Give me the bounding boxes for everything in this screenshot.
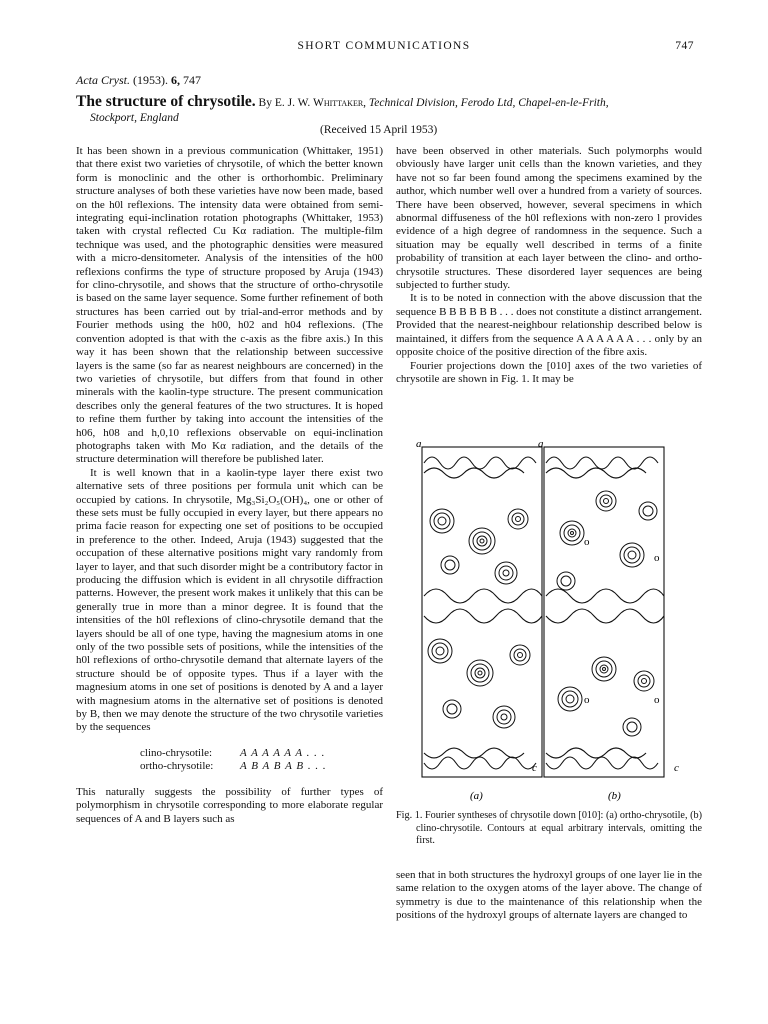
left-paragraph-1: It has been shown in a previous communication (Whittaker, 1951) that there exist two varieties of chrysotile, of which the better known form is monoclinic and the other is orthorhombic. Preliminary structure analyses of both these varieties have now been made, based on the h0l reflexions. The intensity data were obtained from semi-integrating equi-inclination rotation photographs (Whittaker, 1953) taken with crystal reflected Cu Kα radiation. The multiple-film technique was used, and the photographic densities were measured with a micro-densitometer. Analysis of the intensities of the h00 reflexions confirms the type of structure proposed by Aruja (1943) for clino-chrysotile, and shows that the structure of ortho-chrysotile is based on the same layer sequence. Some further refinement of both structures has been carried out by trial-and-error methods and by Fourier methods using the h00, h02 and h04 reflexions. (The convention adopted is that with the c-axis as the fibre axis.) In this way it has been shown that the relationship between successive layers is the same (so far as nearest neighbours are concerned) in the two varieties of chrysotile, but differs from that found in other minerals with the kaolin-type structure. The present communication describes only the general features of the two structures. It is hoped to refine them further by taking into account the intensities of the h06, h08 and h,0,10 reflexions observable on equi-inclination photographs taken with Mo Kα radiation, and the details of the structure determination will therefore be published later. bbox=[76, 145, 383, 466]
citation bbox=[76, 73, 201, 88]
affiliation-line-2: Stockport, England bbox=[90, 112, 179, 124]
axis-c-label-a: c bbox=[532, 762, 537, 774]
atom-marker: o bbox=[654, 552, 660, 564]
atom-marker: o bbox=[584, 536, 590, 548]
sequence-label: ortho-chrysotile: bbox=[140, 760, 214, 773]
page-number: 747 bbox=[675, 40, 694, 52]
atom-marker: o bbox=[654, 694, 660, 706]
panel-b-label: (b) bbox=[608, 790, 621, 802]
sequence-value: A B A B A B . . . bbox=[240, 760, 327, 773]
axis-a-label-a: a bbox=[416, 441, 422, 450]
sequence-value: A A A A A A . . . bbox=[240, 746, 326, 759]
left-column bbox=[76, 145, 383, 826]
sequence-row bbox=[140, 760, 383, 773]
panel-a-frame bbox=[422, 447, 542, 777]
right-paragraph-2: It is to be noted in connection with the above discussion that the sequence B B B B B B . . . does not constitute a distinct arrangement. Provided that the nearest-neighbour relationship described below is maintained, it differs from the sequence A A A A A A . . . only by an opposite choice of the positive direction of the fibre axis. bbox=[396, 292, 702, 359]
left-paragraph-3: This naturally suggests the possibility of further types of polymorphism in chrysotile corresponding to more elaborate regular sequences of A and B layers such as bbox=[76, 785, 383, 825]
right-paragraph-1: have been observed in other materials. Such polymorphs would obviously have larger unit cells than the known varieties, and they have not so far been found among the specimens examined by the author, which number well over a hundred from a variety of sources. There have been observed, however, several specimens in which abnormal diffuseness of the h0l reflexions with non-zero l provides evidence of a high degree of randomness in the sequence. Such a situation may be equally well described in terms of a finite probability of transition at each layer between the clino- and ortho-chrysotile structures. These disordered layer sequences are being subjected to further study. bbox=[396, 145, 702, 292]
article-heading bbox=[76, 94, 700, 126]
panel-b-frame bbox=[544, 447, 664, 777]
figure-caption bbox=[396, 810, 702, 848]
running-head bbox=[0, 40, 768, 56]
right-paragraph-4: seen that in both structures the hydroxyl groups of one layer lie in the same relation to the oxygen atoms of the layer above. The change of symmetry is due to the maintenance of this relationship when the positions of the hydroxyl groups of alternate layers are changed to bbox=[396, 869, 702, 922]
panel-a-label: (a) bbox=[470, 790, 483, 802]
article-title: The structure of chrysotile. bbox=[76, 93, 256, 110]
sequence-row bbox=[140, 747, 383, 760]
caption-text: Fig. 1. Fourier syntheses of chrysotile down [010]: (a) ortho-chrysotile, (b) clino-chrysotile. Contours at equal arbitrary intervals, omitting the first. bbox=[396, 810, 702, 846]
affiliation-line-1: Technical Division, Ferodo Ltd, Chapel-en-le-Frith, bbox=[368, 97, 609, 109]
atom-marker: o bbox=[584, 694, 590, 706]
journal-name: Acta Cryst. bbox=[76, 73, 130, 87]
right-column bbox=[396, 145, 702, 386]
by-label: By bbox=[258, 97, 272, 109]
fourier-synthesis-figure bbox=[396, 441, 702, 811]
axis-c-label-b: c bbox=[674, 762, 679, 774]
right-paragraph-3: Fourier projections down the [010] axes of the two varieties of chrysotile are shown in Fig. 1. It may be bbox=[396, 359, 702, 385]
received-date: (Received 15 April 1953) bbox=[320, 124, 438, 136]
citation-volume: 6, bbox=[171, 73, 180, 87]
citation-year: (1953). bbox=[133, 73, 168, 87]
right-column-continued bbox=[396, 869, 702, 923]
citation-page: 747 bbox=[183, 73, 201, 87]
figure-1 bbox=[396, 441, 702, 841]
axis-a-label-b: a bbox=[538, 441, 544, 450]
running-head-title: SHORT COMMUNICATIONS bbox=[297, 40, 471, 52]
layer-sequences bbox=[140, 747, 383, 774]
author-name: E. J. W. Whittaker, bbox=[274, 97, 367, 109]
sequence-label: clino-chrysotile: bbox=[140, 746, 213, 759]
left-paragraph-2: It is well known that in a kaolin-type layer there exist two alternative sets of three positions per formula unit which can be occupied by cations. In chrysotile, Mg₃Si₂O₅(OH)₄, one or other of these sets must be fully occupied in every layer, but there appears no prima facie reason for expecting one set of positions to be occupied in preference to the other. Indeed, Aruja (1943) suggested that the occupation of these alternative positions might vary randomly from layer to layer, and that such disorder might be a contributory factor in producing the diffusion which is evident in all chrysotile diffraction patterns. However, the present work makes it unlikely that this can be generally true in more than a minor degree. It is found that the intensities of the h0l reflexions of clino-chrysotile demand that the layers should be all of one type, having the magnesium atoms in one only of the two possible sets of positions, while the intensities of the h0l reflexions of ortho-chrysotile demand that alternate layers of the structure should be of opposite types. Thus if a layer with the magnesium atoms in one set of positions is denoted by A and a layer with magnesium atoms in the alternative set of positions is denoted by B, then we may denote the structure of the two chrysotile varieties by the sequences bbox=[76, 466, 383, 734]
